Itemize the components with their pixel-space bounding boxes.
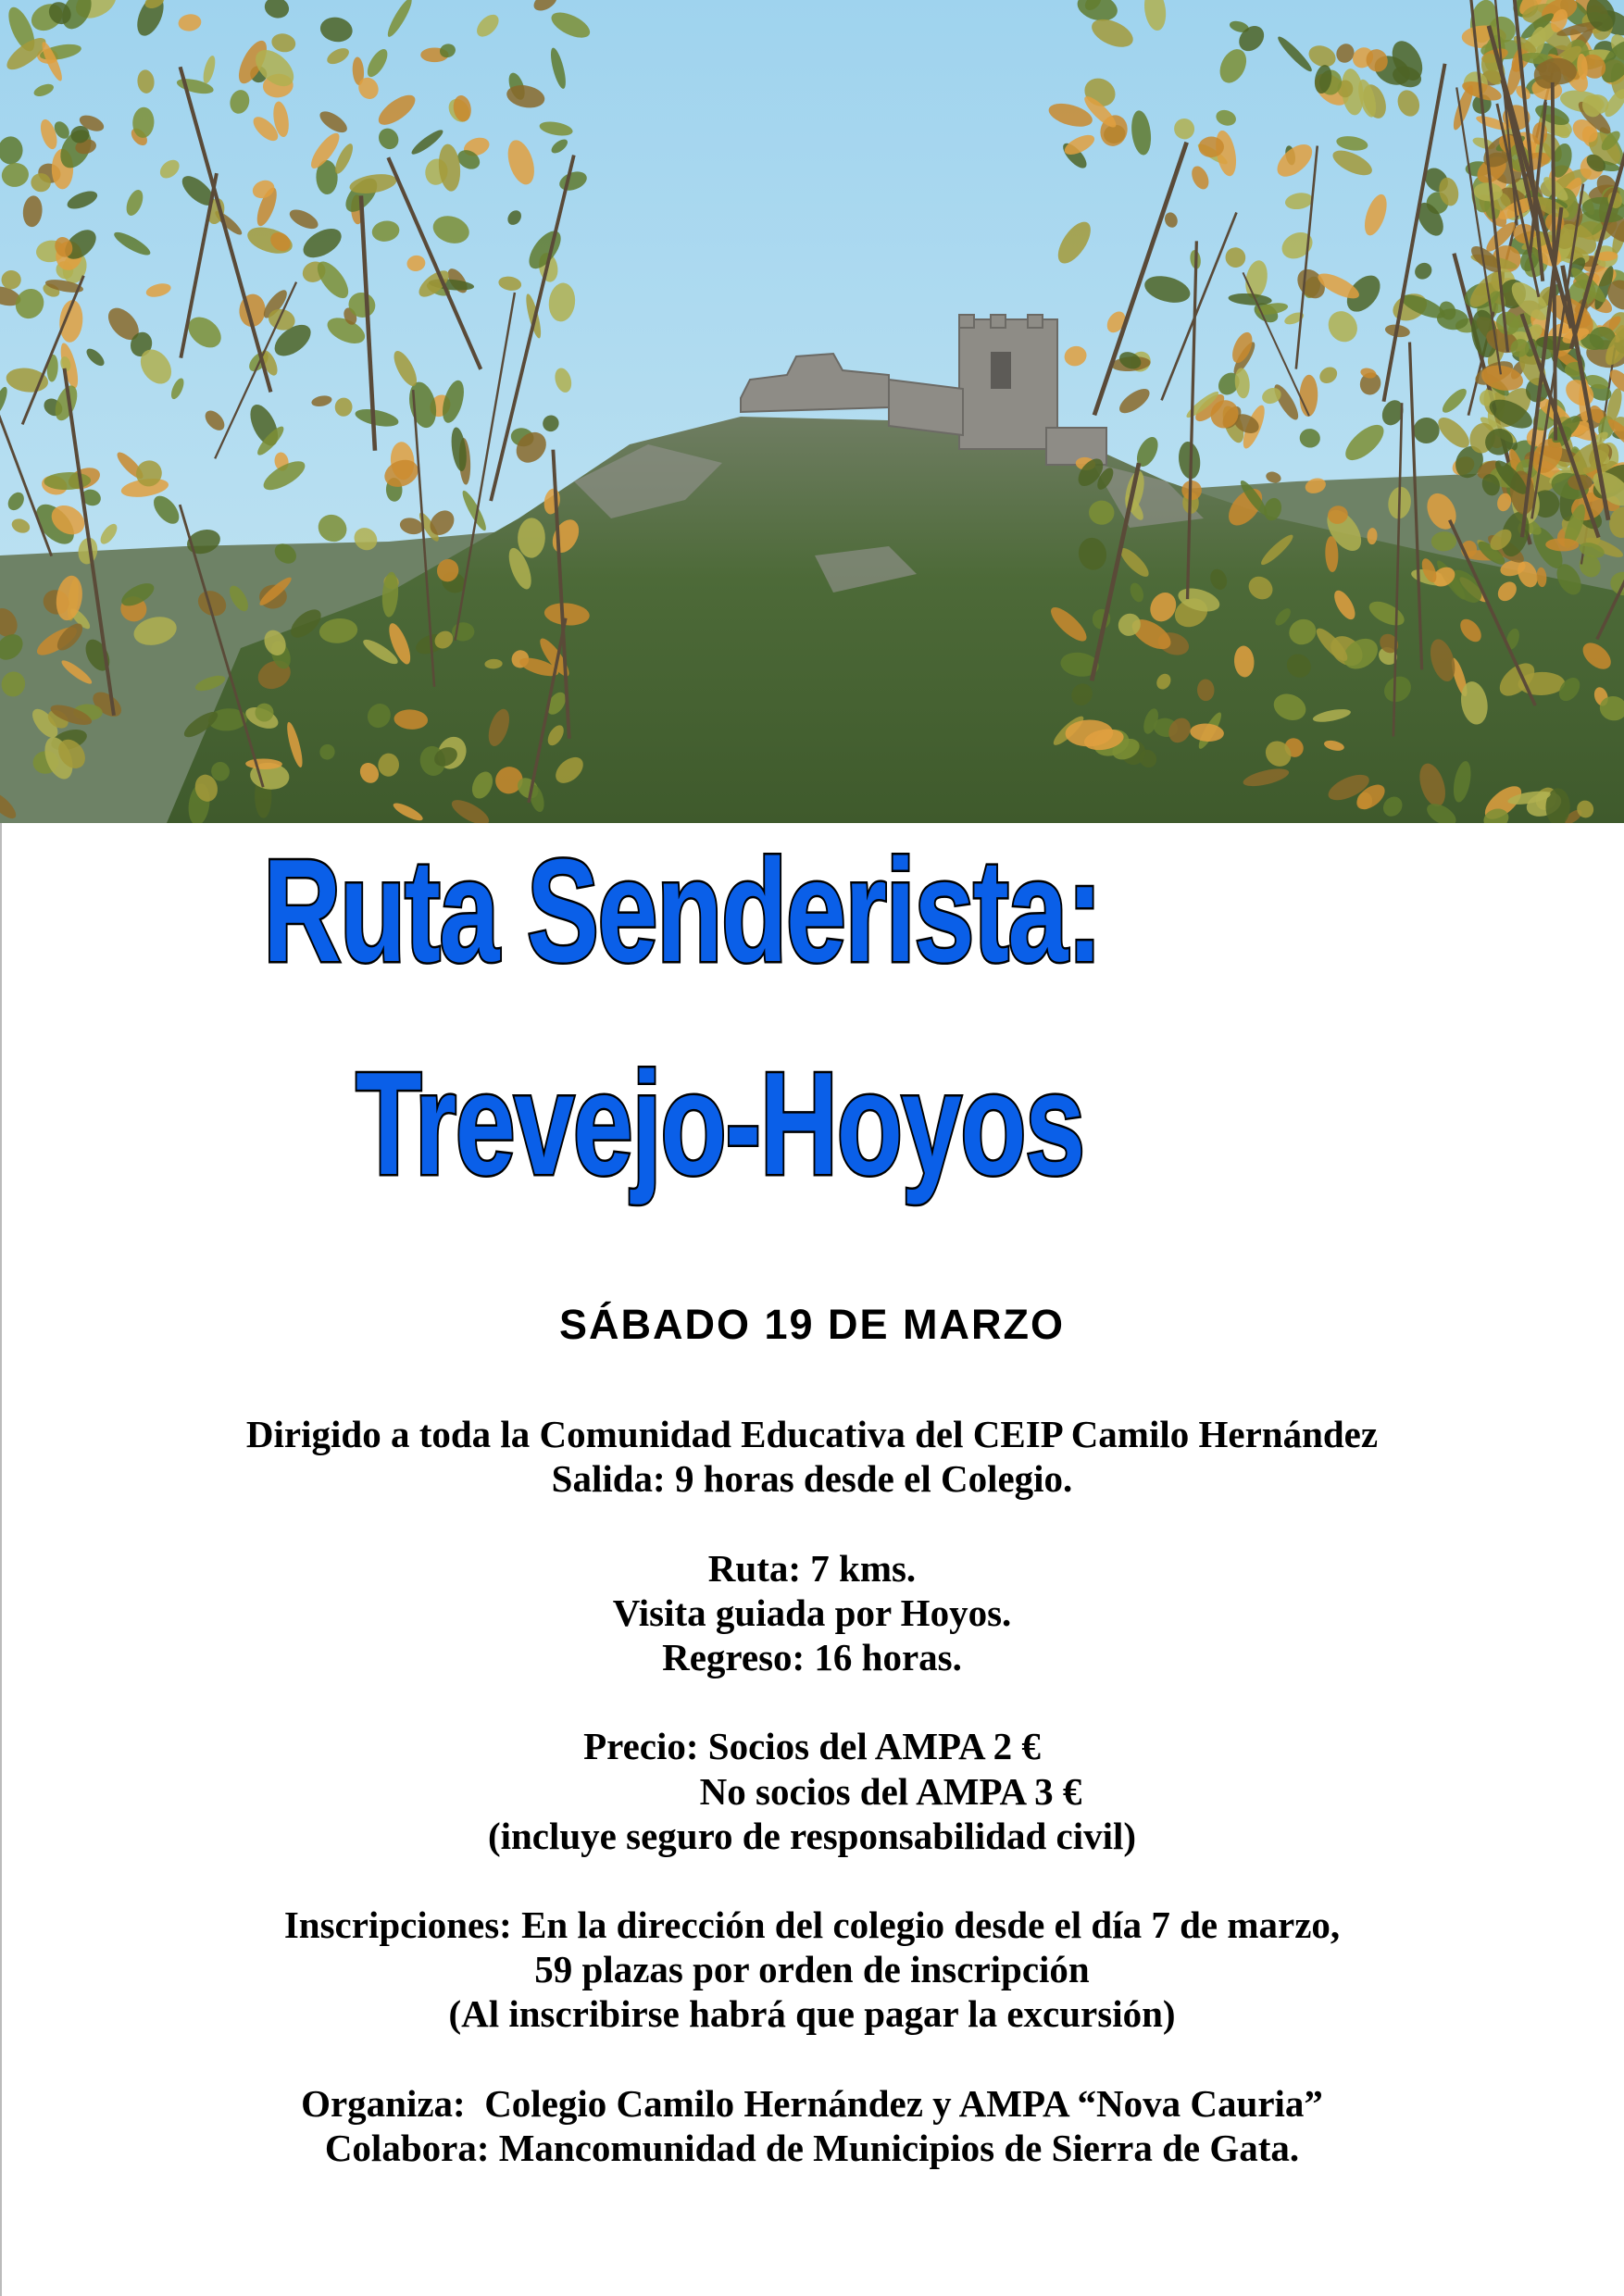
audience-line: Dirigido a toda la Comunidad Educativa del CEIP Camilo Hernández xyxy=(245,1413,1379,1455)
event-date: SÁBADO 19 DE MARZO xyxy=(558,1301,1066,1348)
places-line: 59 plazas por orden de inscripción xyxy=(534,1948,1090,1991)
price-non-members-line: No socios del AMPA 3 € xyxy=(699,1769,1082,1813)
departure-line: Salida: 9 horas desde el Colegio. xyxy=(551,1457,1073,1501)
payment-line: (Al inscribirse habrá que pagar la excursión) xyxy=(448,1992,1176,2036)
price-members-line: Precio: Socios del AMPA 2 € xyxy=(583,1725,1041,1768)
title-line-2-text: Trevejo-Hoyos xyxy=(355,1042,1084,1205)
registration-line: Inscripciones: En la dirección del colegio desde el día 7 de marzo, xyxy=(283,1903,1341,1947)
title-line-1-text: Ruta Senderista: xyxy=(263,830,1102,992)
collaborator-line: Colabora: Mancomunidad de Municipios de Sierra de Gata. xyxy=(324,2127,1300,2169)
organizer-line: Organiza: Colegio Camilo Hernández y AMPA “Nova Cauria” xyxy=(301,2081,1323,2125)
visit-line: Visita guiada por Hoyos. xyxy=(612,1591,1012,1634)
return-line: Regreso: 16 horas. xyxy=(662,1635,962,1678)
title-line-2 xyxy=(0,1042,1531,1205)
castle-landscape-photo xyxy=(0,0,1624,823)
title-line-1 xyxy=(0,830,1494,992)
route-line: Ruta: 7 kms. xyxy=(707,1546,917,1590)
insurance-line: (incluye seguro de responsabilidad civil) xyxy=(487,1814,1137,1857)
event-details xyxy=(0,1412,1624,2170)
